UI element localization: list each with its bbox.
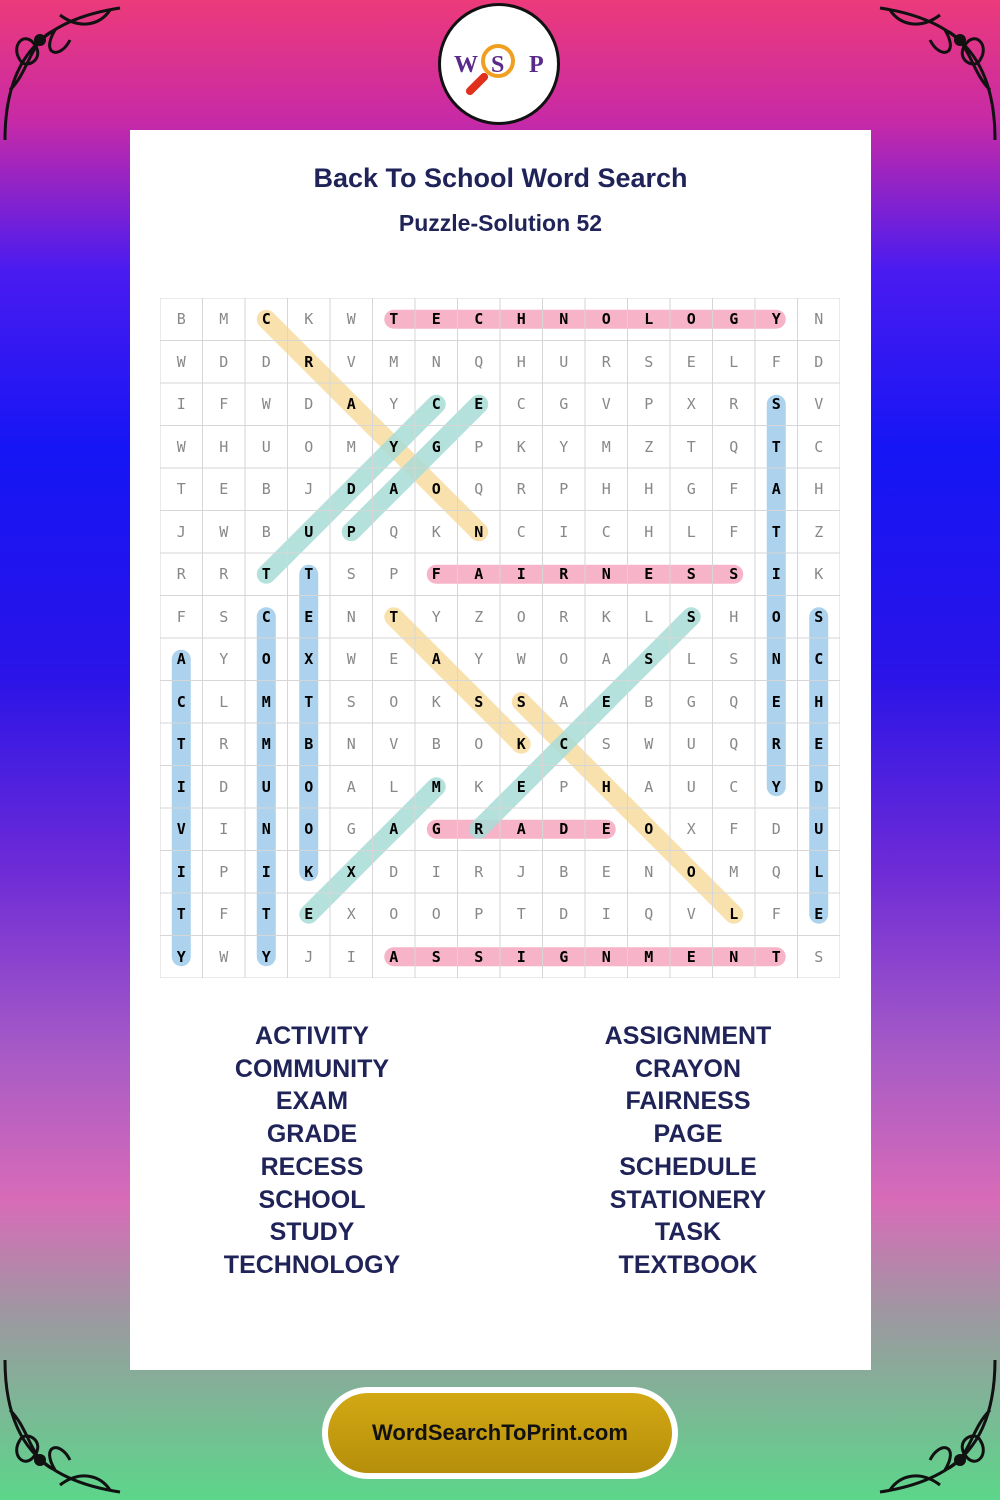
grid-letter[interactable]: R xyxy=(516,480,526,499)
grid-letter[interactable]: Y xyxy=(474,650,484,669)
grid-letter[interactable]: K xyxy=(304,862,314,881)
grid-letter[interactable]: M xyxy=(601,437,611,456)
grid-letter[interactable]: O xyxy=(389,692,399,711)
grid-letter[interactable]: U xyxy=(261,777,271,796)
grid-letter[interactable]: G xyxy=(559,947,569,966)
grid-letter[interactable]: W xyxy=(219,522,229,541)
grid-letter[interactable]: C xyxy=(431,395,441,414)
grid-letter[interactable]: Y xyxy=(771,310,781,329)
grid-letter[interactable]: F xyxy=(771,905,781,924)
grid-letter[interactable]: H xyxy=(644,480,654,499)
grid-letter[interactable]: T xyxy=(516,905,526,924)
grid-letter[interactable]: L xyxy=(219,692,229,711)
grid-letter[interactable]: N xyxy=(474,522,484,541)
word-list-item: COMMUNITY xyxy=(234,1054,390,1083)
word-list-left-column xyxy=(162,1020,462,1282)
grid-letter[interactable]: V xyxy=(176,820,186,839)
grid-letter[interactable]: I xyxy=(346,947,356,966)
grid-letter[interactable]: S xyxy=(431,947,441,966)
grid-letter[interactable]: P xyxy=(474,437,484,456)
grid-letter[interactable]: P xyxy=(219,862,229,881)
grid-letter[interactable]: M xyxy=(431,777,441,796)
grid-letter[interactable]: G xyxy=(346,820,356,839)
grid-letter[interactable]: A xyxy=(559,692,569,711)
grid-letter[interactable]: Y xyxy=(431,607,441,626)
grid-letter[interactable]: U xyxy=(686,735,696,754)
grid-letter[interactable]: F xyxy=(729,522,739,541)
grid-letter[interactable]: A xyxy=(644,777,654,796)
grid-letter[interactable]: L xyxy=(729,352,739,371)
grid-letter[interactable]: T xyxy=(176,905,186,924)
grid-letter[interactable]: S xyxy=(219,607,229,626)
grid-letter[interactable]: R xyxy=(559,565,569,584)
word-list-item: TEXTBOOK xyxy=(618,1250,758,1279)
grid-letter[interactable]: A xyxy=(176,650,186,669)
corner-ornament-icon xyxy=(0,1350,150,1500)
grid-letter[interactable]: O xyxy=(431,905,441,924)
grid-letter[interactable]: P xyxy=(559,480,569,499)
grid-letter[interactable]: U xyxy=(261,437,271,456)
grid-letter[interactable]: O xyxy=(686,310,696,329)
grid-letter[interactable]: M xyxy=(729,862,739,881)
grid-letter[interactable]: Y xyxy=(261,947,271,966)
grid-letter[interactable]: S xyxy=(771,395,781,414)
grid-letter[interactable]: S xyxy=(686,607,696,626)
grid-letter[interactable]: I xyxy=(771,565,781,584)
grid-letter[interactable]: W xyxy=(219,947,229,966)
grid-letter[interactable]: P xyxy=(644,395,654,414)
grid-letter[interactable]: Q xyxy=(644,905,654,924)
grid-letter[interactable]: T xyxy=(261,905,271,924)
grid-letter[interactable]: G xyxy=(729,310,739,329)
grid-letter[interactable]: S xyxy=(516,692,526,711)
word-list-right-column xyxy=(538,1020,838,1282)
grid-letter[interactable]: T xyxy=(771,522,781,541)
grid-letter[interactable]: B xyxy=(261,522,271,541)
grid-letter[interactable]: N xyxy=(771,650,781,669)
grid-letter[interactable]: A xyxy=(389,480,399,499)
grid-letter[interactable]: D xyxy=(219,777,229,796)
grid-letter[interactable]: F xyxy=(771,352,781,371)
grid-letter[interactable]: O xyxy=(261,650,271,669)
grid-letter[interactable]: K xyxy=(304,310,314,329)
grid-letter[interactable]: T xyxy=(261,565,271,584)
grid-letter[interactable]: R xyxy=(304,352,314,371)
grid-letter[interactable]: T xyxy=(304,692,314,711)
word-list-item: SCHOOL xyxy=(258,1185,366,1214)
grid-letter[interactable]: E xyxy=(389,650,399,669)
grid-letter[interactable]: G xyxy=(559,395,569,414)
grid-letter[interactable]: C xyxy=(474,310,484,329)
grid-letter[interactable]: L xyxy=(729,905,739,924)
grid-letter[interactable]: D xyxy=(304,395,314,414)
grid-letter[interactable]: F xyxy=(176,607,186,626)
grid-letter[interactable]: T xyxy=(389,607,399,626)
grid-letter[interactable]: L xyxy=(644,607,654,626)
grid-letter[interactable]: S xyxy=(601,735,611,754)
grid-letter[interactable]: A xyxy=(346,777,356,796)
grid-letter[interactable]: D xyxy=(559,905,569,924)
grid-letter[interactable]: C xyxy=(814,650,824,669)
grid-letter[interactable]: Q xyxy=(729,692,739,711)
grid-letter[interactable]: Q xyxy=(729,735,739,754)
grid-letter[interactable]: E xyxy=(516,777,526,796)
grid-letter[interactable]: S xyxy=(814,607,824,626)
grid-letter[interactable]: Z xyxy=(814,522,824,541)
word-list-item: SCHEDULE xyxy=(619,1152,757,1181)
grid-letter[interactable]: E xyxy=(474,395,484,414)
grid-letter[interactable]: K xyxy=(431,522,441,541)
word-list-item: PAGE xyxy=(653,1120,723,1149)
grid-letter[interactable]: C xyxy=(729,777,739,796)
grid-letter[interactable]: U xyxy=(559,352,569,371)
grid-letter[interactable]: O xyxy=(304,777,314,796)
grid-letter[interactable]: G xyxy=(686,480,696,499)
grid-letter[interactable]: K xyxy=(601,607,611,626)
grid-letter[interactable]: S xyxy=(729,650,739,669)
grid-letter[interactable]: M xyxy=(261,735,271,754)
page-title: Back To School Word Search xyxy=(313,163,688,193)
grid-letter[interactable]: I xyxy=(219,820,229,839)
grid-letter[interactable]: E xyxy=(644,565,654,584)
grid-letter[interactable]: M xyxy=(389,352,399,371)
grid-letter[interactable]: U xyxy=(304,522,314,541)
grid-letter[interactable]: E xyxy=(686,947,696,966)
grid-letter[interactable]: S xyxy=(644,650,654,669)
grid-letter[interactable]: K xyxy=(516,437,526,456)
grid-letter[interactable]: C xyxy=(516,522,526,541)
grid-letter[interactable]: N xyxy=(644,862,654,881)
grid-letter[interactable]: T xyxy=(176,480,186,499)
grid-letter[interactable]: E xyxy=(219,480,229,499)
word-list-item: FAIRNESS xyxy=(625,1087,751,1116)
grid-letter[interactable]: Y xyxy=(219,650,229,669)
word-list-item: RECESS xyxy=(260,1152,364,1181)
grid-letter[interactable]: C xyxy=(559,735,569,754)
grid-letter[interactable]: H xyxy=(516,310,526,329)
grid-letter[interactable]: R xyxy=(729,395,739,414)
grid-letter[interactable]: P xyxy=(346,522,356,541)
grid-letter[interactable]: N xyxy=(346,607,356,626)
grid-letter[interactable]: Y xyxy=(771,777,781,796)
grid-letter[interactable]: F xyxy=(431,565,441,584)
grid-letter[interactable]: W xyxy=(261,395,271,414)
grid-letter[interactable]: S xyxy=(346,692,356,711)
grid-letter[interactable]: I xyxy=(516,565,526,584)
grid-letter[interactable]: X xyxy=(304,650,314,669)
grid-letter[interactable]: J xyxy=(176,522,186,541)
grid-letter[interactable]: M xyxy=(346,437,356,456)
grid-letter[interactable]: E xyxy=(431,310,441,329)
grid-letter[interactable]: O xyxy=(771,607,781,626)
grid-letter[interactable]: H xyxy=(601,480,611,499)
word-list-item: ASSIGNMENT xyxy=(604,1022,772,1050)
grid-letter[interactable]: N xyxy=(601,947,611,966)
grid-letter[interactable]: C xyxy=(814,437,824,456)
grid-letter[interactable]: D xyxy=(261,352,271,371)
grid-letter[interactable]: L xyxy=(686,650,696,669)
grid-letter[interactable]: J xyxy=(516,862,526,881)
grid-letter[interactable]: Q xyxy=(729,437,739,456)
grid-letter[interactable]: K xyxy=(474,777,484,796)
grid-letter[interactable]: Y xyxy=(389,437,399,456)
grid-letter[interactable]: Q xyxy=(389,522,399,541)
grid-letter[interactable]: O xyxy=(431,480,441,499)
grid-letter[interactable]: I xyxy=(516,947,526,966)
grid-letter[interactable]: S xyxy=(346,565,356,584)
grid-letter[interactable]: L xyxy=(814,862,824,881)
grid-letter[interactable]: M xyxy=(261,692,271,711)
grid-letter[interactable]: E xyxy=(601,820,611,839)
grid-letter[interactable]: H xyxy=(219,437,229,456)
grid-letter[interactable]: A xyxy=(346,395,356,414)
website-button[interactable] xyxy=(322,1387,678,1479)
grid-letter[interactable]: Z xyxy=(644,437,654,456)
grid-letter[interactable]: B xyxy=(261,480,271,499)
grid-letter[interactable]: F xyxy=(219,905,229,924)
grid-letter[interactable]: K xyxy=(814,565,824,584)
grid-letter[interactable]: H xyxy=(814,480,824,499)
word-list-item: STATIONERY xyxy=(609,1185,767,1214)
corner-ornament-icon xyxy=(850,0,1000,150)
grid-letter[interactable]: C xyxy=(261,607,271,626)
grid-letter[interactable]: N xyxy=(729,947,739,966)
grid-letter[interactable]: G xyxy=(431,820,441,839)
grid-letter[interactable]: G xyxy=(431,437,441,456)
grid-letter[interactable]: S xyxy=(729,565,739,584)
grid-letter[interactable]: X xyxy=(686,395,696,414)
grid-letter[interactable]: H xyxy=(516,352,526,371)
grid-letter[interactable]: O xyxy=(389,905,399,924)
grid-letter[interactable]: P xyxy=(474,905,484,924)
grid-letter[interactable]: A xyxy=(389,820,399,839)
grid-letter[interactable]: B xyxy=(644,692,654,711)
grid-letter[interactable]: M xyxy=(644,947,654,966)
grid-letter[interactable]: E xyxy=(771,692,781,711)
grid-letter[interactable]: V xyxy=(814,395,824,414)
grid-letter[interactable]: R xyxy=(559,607,569,626)
grid-letter[interactable]: E xyxy=(304,607,314,626)
grid-letter[interactable]: Q xyxy=(474,352,484,371)
grid-letter[interactable]: A xyxy=(601,650,611,669)
grid-letter[interactable]: H xyxy=(644,522,654,541)
grid-letter[interactable]: W xyxy=(516,650,526,669)
grid-letter[interactable]: T xyxy=(771,437,781,456)
grid-letter[interactable]: D xyxy=(814,352,824,371)
grid-letter[interactable]: B xyxy=(176,310,186,329)
grid-letter[interactable]: T xyxy=(389,310,399,329)
grid-letter[interactable]: S xyxy=(814,947,824,966)
grid-letter[interactable]: V xyxy=(346,352,356,371)
grid-letter[interactable]: A xyxy=(431,650,441,669)
grid-letter[interactable]: B xyxy=(304,735,314,754)
grid-letter[interactable]: D xyxy=(559,820,569,839)
grid-letter[interactable]: I xyxy=(601,905,611,924)
word-list-item: TASK xyxy=(654,1218,722,1247)
grid-letter[interactable]: E xyxy=(686,352,696,371)
grid-letter[interactable]: K xyxy=(431,692,441,711)
grid-letter[interactable]: B xyxy=(431,735,441,754)
corner-ornament-icon xyxy=(0,0,150,150)
grid-letter[interactable]: P xyxy=(389,565,399,584)
grid-letter[interactable]: H xyxy=(729,607,739,626)
grid-letter[interactable]: E xyxy=(304,905,314,924)
grid-letter[interactable]: N xyxy=(814,310,824,329)
grid-letter[interactable]: R xyxy=(176,565,186,584)
grid-letter[interactable]: K xyxy=(516,735,526,754)
grid-letter[interactable]: C xyxy=(261,310,271,329)
page-subtitle: Puzzle-Solution 52 xyxy=(398,210,603,236)
grid-letter[interactable]: X xyxy=(686,820,696,839)
grid-letter[interactable]: B xyxy=(559,862,569,881)
corner-ornament-icon xyxy=(850,1350,1000,1500)
grid-letter[interactable]: V xyxy=(601,395,611,414)
grid-letter[interactable]: A xyxy=(389,947,399,966)
grid-letter[interactable]: I xyxy=(559,522,569,541)
wsp-logo xyxy=(438,3,560,125)
logo-letter-w: W xyxy=(454,52,478,78)
grid-letter[interactable]: R xyxy=(474,820,484,839)
grid-letter[interactable]: O xyxy=(644,820,654,839)
grid-letter[interactable]: A xyxy=(516,820,526,839)
grid-letter[interactable]: H xyxy=(601,777,611,796)
word-list-item: ACTIVITY xyxy=(255,1022,369,1050)
grid-letter[interactable]: F xyxy=(219,395,229,414)
grid-letter[interactable]: J xyxy=(304,947,314,966)
logo-letter-p: P xyxy=(529,52,544,78)
word-list-item: CRAYON xyxy=(634,1054,742,1083)
grid-letter[interactable]: O xyxy=(474,735,484,754)
grid-letter[interactable]: U xyxy=(686,777,696,796)
grid-letter[interactable]: A xyxy=(474,565,484,584)
grid-letter[interactable]: W xyxy=(346,310,356,329)
grid-letter[interactable]: Q xyxy=(474,480,484,499)
grid-letter[interactable]: D xyxy=(389,862,399,881)
logo-letter-s: S xyxy=(491,52,505,78)
grid-letter[interactable]: O xyxy=(304,820,314,839)
grid-letter[interactable]: X xyxy=(346,905,356,924)
grid-letter[interactable]: E xyxy=(814,905,824,924)
grid-letter[interactable]: W xyxy=(176,437,186,456)
grid-letter[interactable]: O xyxy=(559,650,569,669)
grid-letter[interactable]: W xyxy=(176,352,186,371)
grid-letter[interactable]: W xyxy=(644,735,654,754)
grid-letter[interactable]: V xyxy=(389,735,399,754)
word-list-item: EXAM xyxy=(275,1087,349,1116)
grid-letter[interactable]: P xyxy=(559,777,569,796)
grid-letter[interactable]: R xyxy=(771,735,781,754)
grid-letter[interactable]: T xyxy=(771,947,781,966)
grid-letter[interactable]: N xyxy=(261,820,271,839)
grid-letter[interactable]: T xyxy=(304,565,314,584)
grid-letter[interactable]: C xyxy=(601,522,611,541)
grid-letter[interactable]: E xyxy=(601,862,611,881)
grid-letter[interactable]: N xyxy=(346,735,356,754)
grid-letter[interactable]: V xyxy=(686,905,696,924)
word-list-item: STUDY xyxy=(269,1218,355,1247)
grid-letter[interactable]: A xyxy=(771,480,781,499)
grid-letter[interactable]: Y xyxy=(559,437,569,456)
grid-letter[interactable]: Z xyxy=(474,607,484,626)
grid-letter[interactable]: G xyxy=(686,692,696,711)
grid-letter[interactable]: R xyxy=(219,565,229,584)
grid-letter[interactable]: N xyxy=(559,310,569,329)
grid-letter[interactable]: R xyxy=(219,735,229,754)
grid-letter[interactable]: I xyxy=(261,862,271,881)
grid-letter[interactable]: L xyxy=(686,522,696,541)
grid-letter[interactable]: C xyxy=(516,395,526,414)
grid-letter[interactable]: E xyxy=(601,692,611,711)
website-label: WordSearchToPrint.com xyxy=(328,1393,672,1473)
grid-letter[interactable]: T xyxy=(176,735,186,754)
grid-letter[interactable]: S xyxy=(686,565,696,584)
grid-letter[interactable]: W xyxy=(346,650,356,669)
grid-letter[interactable]: N xyxy=(431,352,441,371)
grid-letter[interactable]: O xyxy=(516,607,526,626)
grid-letter[interactable]: U xyxy=(814,820,824,839)
grid-letter[interactable]: Y xyxy=(176,947,186,966)
grid-letter[interactable]: D xyxy=(219,352,229,371)
grid-letter[interactable]: I xyxy=(176,777,186,796)
grid-letter[interactable]: O xyxy=(686,862,696,881)
grid-letter[interactable]: F xyxy=(729,480,739,499)
grid-letter[interactable]: S xyxy=(474,692,484,711)
word-list-item: TECHNOLOGY xyxy=(223,1250,401,1279)
grid-letter[interactable]: X xyxy=(346,862,356,881)
grid-letter[interactable]: Y xyxy=(389,395,399,414)
grid-letter[interactable]: J xyxy=(304,480,314,499)
grid-letter[interactable]: S xyxy=(644,352,654,371)
grid-letter[interactable]: D xyxy=(771,820,781,839)
grid-letter[interactable]: E xyxy=(814,735,824,754)
grid-letter[interactable]: R xyxy=(474,862,484,881)
grid-letter[interactable]: H xyxy=(814,692,824,711)
grid-letter[interactable]: M xyxy=(219,310,229,329)
grid-letter[interactable]: L xyxy=(389,777,399,796)
word-list-item: GRADE xyxy=(266,1120,358,1149)
grid-letter[interactable]: D xyxy=(814,777,824,796)
grid-letter[interactable]: D xyxy=(346,480,356,499)
grid-letter[interactable]: I xyxy=(176,395,186,414)
letter-grid xyxy=(160,298,840,978)
grid-letter[interactable]: O xyxy=(601,310,611,329)
grid-letter[interactable]: L xyxy=(644,310,654,329)
grid-letter[interactable]: T xyxy=(686,437,696,456)
grid-letter[interactable]: O xyxy=(304,437,314,456)
grid-letter[interactable]: S xyxy=(474,947,484,966)
grid-letter[interactable]: C xyxy=(176,692,186,711)
grid-letter[interactable]: R xyxy=(601,352,611,371)
grid-letter[interactable]: I xyxy=(176,862,186,881)
grid-letter[interactable]: I xyxy=(431,862,441,881)
grid-letter[interactable]: Q xyxy=(771,862,781,881)
grid-letter[interactable]: F xyxy=(729,820,739,839)
grid-letter[interactable]: N xyxy=(601,565,611,584)
